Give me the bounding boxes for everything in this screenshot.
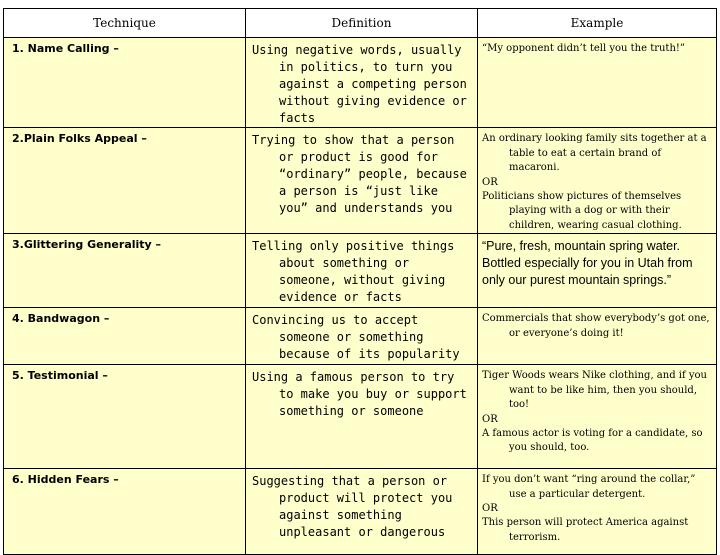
- definition-text: Convincing us to accept someone or something because of its popularity: [252, 313, 460, 361]
- header-row: [4, 9, 717, 38]
- example-text: This person will protect America against terrorism.: [482, 517, 689, 543]
- table-row: [4, 365, 717, 469]
- example-or: OR: [482, 176, 498, 188]
- example-text: Politicians show pictures of themselves playing with a dog or with their children, wearing casual clothing.: [482, 190, 682, 231]
- example-cell: [478, 365, 717, 469]
- example-text: “My opponent didn’t tell you the truth!”: [482, 43, 686, 54]
- technique-cell: 6. Hidden Fears –: [4, 469, 246, 555]
- definition-text: Suggesting that a person or product will protect you against something unpleasant or dangerous: [252, 474, 453, 539]
- header-technique: Technique: [4, 9, 246, 38]
- technique-cell: 2.Plain Folks Appeal –: [4, 128, 246, 234]
- example-cell: [478, 469, 717, 555]
- definition-cell: [246, 38, 478, 128]
- example-cell: [478, 128, 717, 234]
- technique-cell: 4. Bandwagon –: [4, 308, 246, 365]
- example-cell: [478, 308, 717, 365]
- example-cell: [478, 234, 717, 308]
- header-definition: Definition: [246, 9, 478, 38]
- definition-text: Telling only positive things about something or someone, without giving evidence or facts: [252, 239, 455, 304]
- definition-text: Using a famous person to try to make you buy or support something or someone: [252, 370, 467, 418]
- example-text: Tiger Woods wears Nike clothing, and if you want to be like him, then you should, too!: [482, 370, 707, 410]
- definition-cell: [246, 234, 478, 308]
- table-row: [4, 38, 717, 128]
- example-text: “Pure, fresh, mountain spring water. Bottled especially for you in Utah from only our purest mountain springs.”: [482, 239, 693, 287]
- table-row: [4, 234, 717, 308]
- header-example: Example: [478, 9, 717, 38]
- example-text: If you don’t want “ring around the collar,” use a particular detergent.: [482, 474, 696, 500]
- propaganda-techniques-table: [3, 8, 717, 555]
- definition-cell: [246, 308, 478, 365]
- table-row: [4, 308, 717, 365]
- technique-cell: 5. Testimonial –: [4, 365, 246, 469]
- definition-text: Trying to show that a person or product is good for “ordinary” people, because a person is “just like you” and understands you: [252, 133, 467, 215]
- example-cell: [478, 38, 717, 128]
- technique-cell: 3.Glittering Generality –: [4, 234, 246, 308]
- table-row: [4, 128, 717, 234]
- example-or: OR: [482, 413, 498, 425]
- definition-text: Using negative words, usually in politics, to turn you against a competing person without giving evidence or facts: [252, 43, 467, 125]
- definition-cell: [246, 365, 478, 469]
- example-or: OR: [482, 503, 498, 514]
- example-text: A famous actor is voting for a candidate, so you should, too.: [482, 427, 703, 453]
- table-row: [4, 469, 717, 555]
- definition-cell: [246, 128, 478, 234]
- example-text: Commercials that show everybody’s got one, or everyone’s doing it!: [482, 313, 710, 339]
- technique-cell: 1. Name Calling –: [4, 38, 246, 128]
- definition-cell: [246, 469, 478, 555]
- example-text: An ordinary looking family sits together at a table to eat a certain brand of macaroni.: [482, 133, 707, 173]
